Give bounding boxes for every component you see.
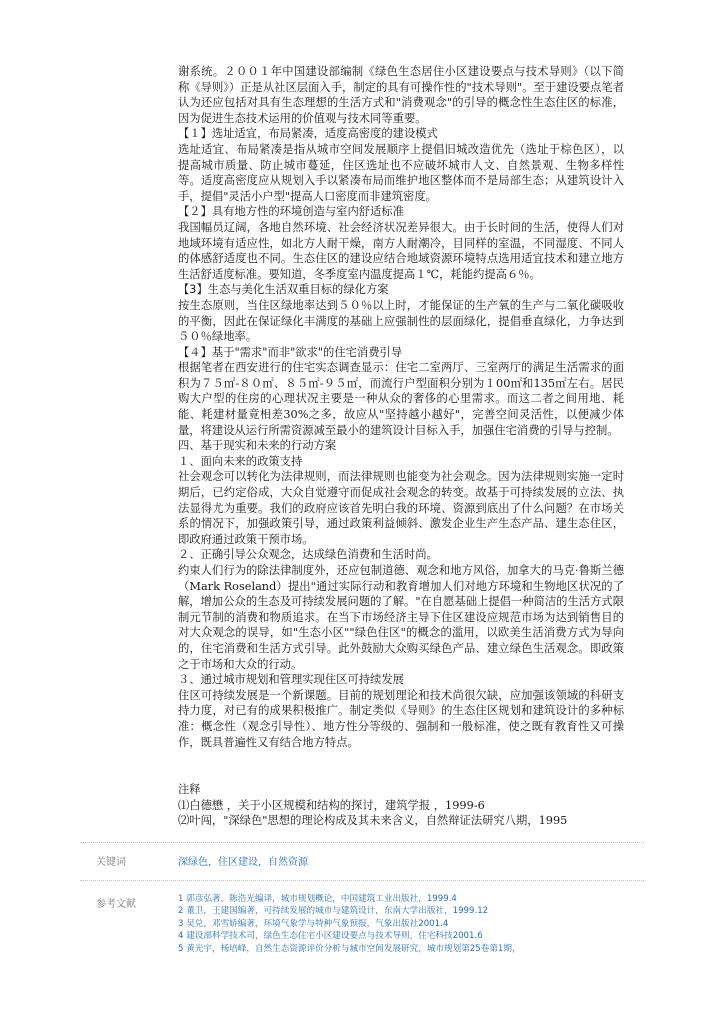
divider	[80, 880, 644, 881]
section-heading: 【１】选址适宜，布局紧凑，适度高密度的建设模式	[178, 127, 438, 141]
article-paragraph: 谢系统。２００１年中国建设部编制《绿色生态居住小区建设要点与技术导则》（以下简称《导则》）正是从社区层面入手，制定的具有可操作性的"技术导则"。至于建设要点笔者认为还应包括对具有生态理想的生活方式和"消费观念"的引导的概念性生态住区的标准，因为促进生态技术运用的价值观与技术同等重要。	[178, 65, 624, 125]
keywords-link[interactable]: 深绿色，住区建设，自然资源	[178, 857, 308, 868]
keywords-label: 关键词	[96, 857, 126, 868]
divider	[80, 842, 644, 843]
reference-item[interactable]: 3 吴兑，邓雪娇编著，环境气象学与特种气象预报，气象出版社2001.4	[178, 918, 449, 929]
article-paragraph: 社会观念可以转化为法律规则，而法律规则也能变为社会观念。因为法律规则实施一定时期后，已约定俗成，大众自觉遵守而促成社会观念的转变。故基于可持续发展的立法、执法显得尤为重要。我们的政府应该首先明白我的环境、资源到底出了什么问题？在市场关系的情况下，加强政策引导，通过政策利益倾斜、激发企业生产生态产品、建生态住区，即政府通过政策干预市场。	[178, 470, 624, 546]
article-paragraph: 我国幅员辽阔，各地自然环境、社会经济状况差异很大。由于长时间的生活，使得人们对地域环境有适应性，如北方人耐干燥，南方人耐潮冷，目同样的室温，不同湿度、不同人的体感舒适度也不同。生态住区的建设应结合地域资源环境特点选用适宜技术和建立地方生活舒适度标准。要知道，冬季度室内温度提高１℃，耗能约提高６％。	[178, 220, 624, 281]
article-paragraph: 根据笔者在西安进行的住宅实态调查显示：住宅二室两厅、三室两厅的满足生活需求的面积为７５㎡-８０㎡、８５㎡-９５㎡，而流行户型面积分别为１00㎡和135㎡左右。居民购大户型的住房的心理状况主要是一种从众的奢侈的心里需求。而这二者之间用地、耗能、耗建材量竟相差30%之多，故应从"坚持越小越好"，完善空间灵活性，以便减少体量，将建设从运行所需资源减至最小的建筑设计目标入手，加强住宅消费的引导与控制。	[178, 361, 624, 437]
reference-item[interactable]: 2 董卫，王建国编著，可持续发展的城市与建筑设计，东南大学出版社，1999.12	[178, 906, 489, 917]
article-paragraph: 按生态原则，当住区绿地率达到５０％以上时，才能保证的生产氧的生产与二氧化碳吸收的平衡，因此在保证绿化丰满度的基础上应强制性的层面绿化，提倡垂直绿化，力争达到５０％绿地率。	[178, 298, 624, 344]
notes-section	[178, 782, 624, 829]
section-heading: 【４】基于"需求"而非"欲求"的住宅消费引导	[178, 345, 403, 359]
article-paragraph: 约束人们行为的除法律制度外，还应包制道德、观念和地方风俗，加拿大的马克·鲁斯兰德（Mark Roseland）提出"通过实际行动和教育增加人们对地方环境和生物地区状况的了解，增加公众的生态及可持续发展问题的了解。"在自愿基础上提倡一种简洁的生活方式限制元节制的消费和物质追求。在当下市场经济主导下住区建设应规范市场为达到销售目的对大众观念的误导，如"生态小区""绿色住区"的概念的滥用，以欧美生活消费方式为导向的，住宅消费和生活方式引导。此外鼓励大众购买绿色产品、建立绿色生活观念。即政策之于市场和大众的行动。	[178, 564, 624, 671]
references-label: 参考文献	[96, 899, 136, 910]
subsection-heading: １、面向未来的政策支持	[178, 454, 303, 468]
section-heading: 【3】生态与美化生活双重目标的绿化方案	[178, 283, 389, 297]
note-item: ⑵叶闯，"深绿色"思想的理论构成及其未来含义，自然辩证法研究八期，1995	[178, 814, 568, 828]
note-item: ⑴白德懋 ，关于小区规模和结构的探讨，建筑学报 ，1999-6	[178, 798, 485, 812]
subsection-heading: ２、正确引导公众观念，达成绿色消费和生活时尚。	[178, 548, 438, 562]
article-paragraph: 住区可持续发展是一个新课题。目前的规划理论和技术尚很欠缺，应加强该领域的科研支持力度，对已有的成果积极推广。制定类似《导则》的生态住区规划和建筑设计的多种标准：概念性（观念引导性）、地方性分等级的、强制和一般标准，使之既有教育性又可操作，既具普遍性又有结合地方特点。	[178, 688, 624, 749]
section-heading: 【２】具有地方性的环境创造与室内舒适标准	[178, 205, 404, 219]
references-list	[178, 893, 638, 955]
subsection-heading: ３、通过城市规划和管理实现住区可持续发展	[178, 673, 404, 687]
article-body	[178, 64, 624, 750]
reference-item[interactable]: 5 黄光宇，杨培峰，自然生态资源评价分析与城市空间发展研究，城市规划第25卷第1期，	[178, 943, 521, 954]
reference-item[interactable]: 4 建设部科学技术司，绿色生态住宅小区建设要点与技术导则，住宅科技2001.6	[178, 931, 483, 942]
chapter-heading: 四、基于现实和未来的行动方案	[178, 439, 337, 453]
notes-title: 注释	[178, 783, 201, 796]
article-paragraph: 选址适宜、布局紧凑是指从城市空间发展顺序上提倡旧城改造优先（选址于棕色区），以提高城市质量、防止城市蔓延，住区选址也不应破坏城市人文、自然景观、生物多样性等。适度高密度应从规划入手以紧凑布局而维护地区整体而不是局部生态；从建筑设计入手，提倡"灵活小户型"提高人口密度而非建筑密度。	[178, 142, 624, 203]
reference-item[interactable]: 1 郭彦弘著，陈浩光编译，城市规划概论，中国建筑工业出版社，1999.4	[178, 894, 457, 904]
